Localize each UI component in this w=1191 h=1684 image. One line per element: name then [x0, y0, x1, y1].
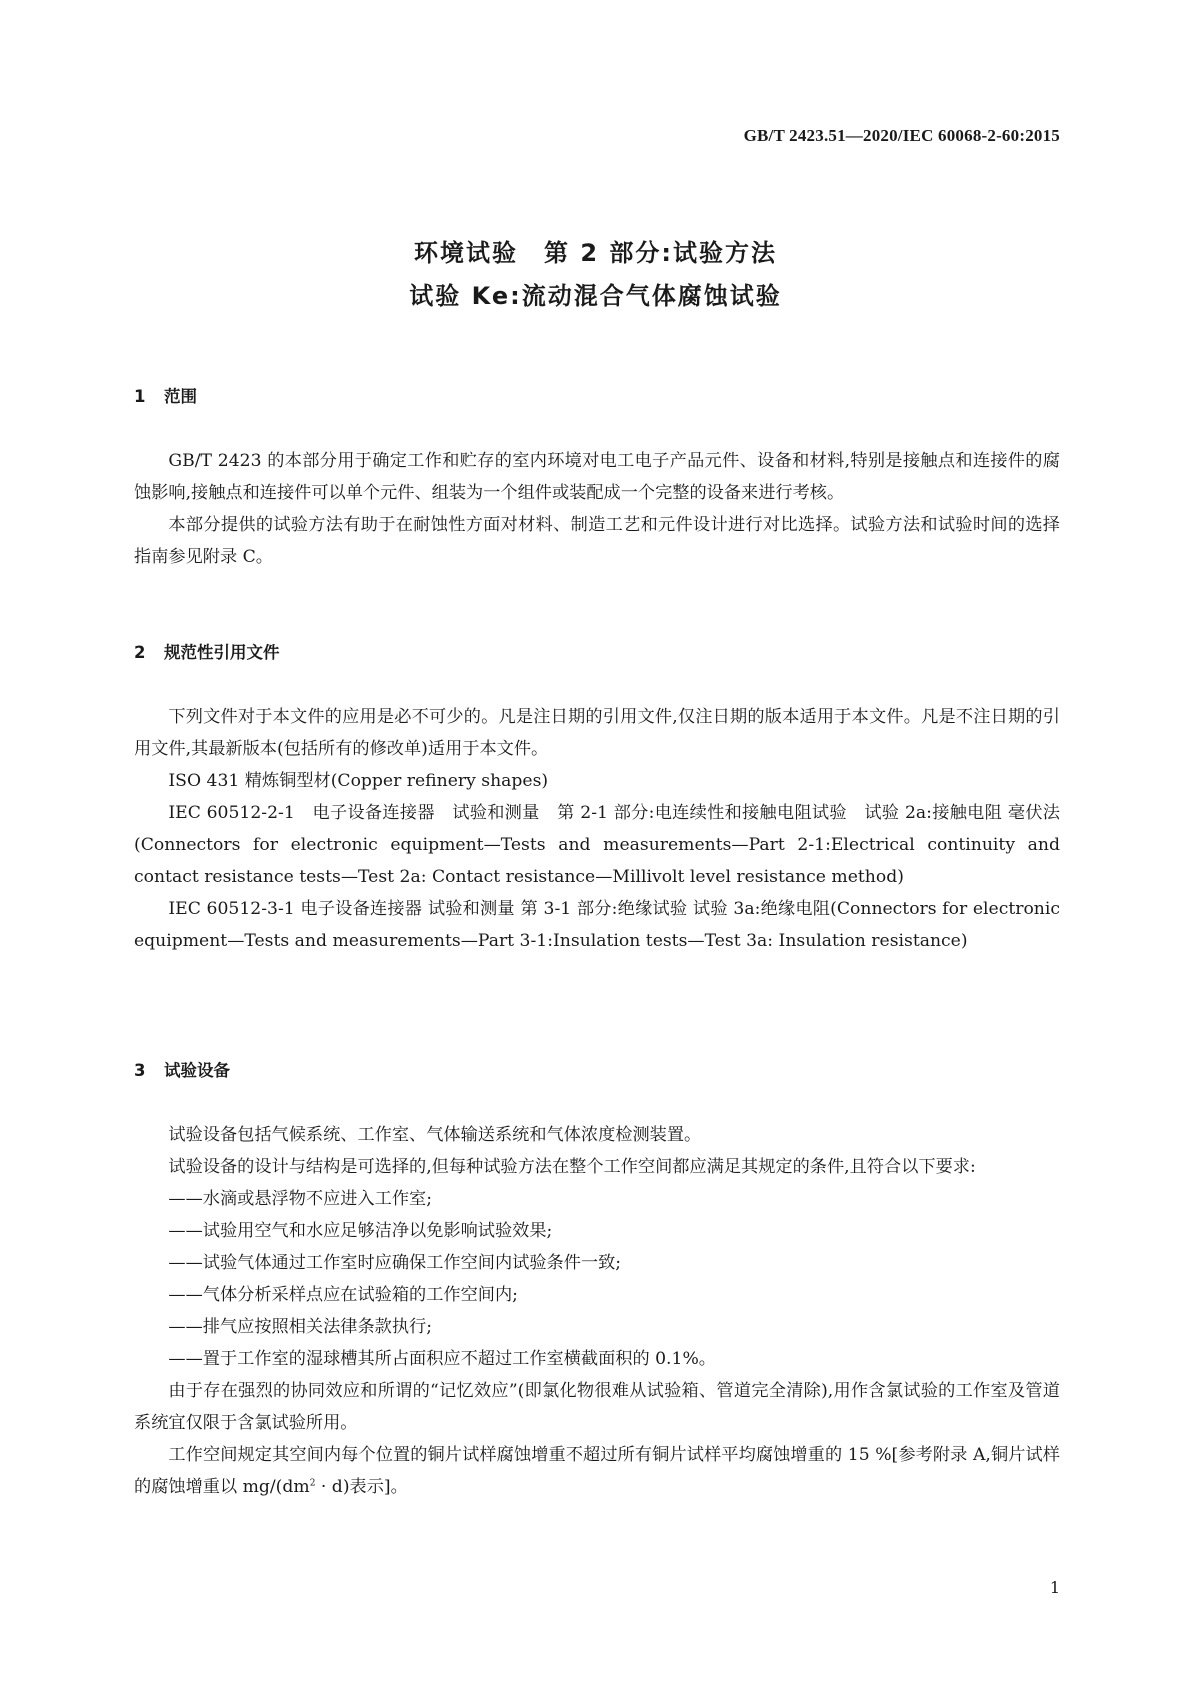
- paragraph-corrosion-uniformity: [134, 1439, 1060, 1503]
- list-item: ——试验用空气和水应足够洁净以免影响试验效果;: [168, 1221, 553, 1241]
- superscript: 2: [309, 1478, 316, 1489]
- document-title-line-2: 试验 Ke:流动混合气体腐蚀试验: [409, 282, 782, 310]
- section-3: [134, 1055, 1060, 1503]
- text: 工作空间规定其空间内每个位置的铜片试样腐蚀增重不超过所有铜片试样平均腐蚀增重的 15 %[参考附录 A,铜片试样的腐蚀增重以 mg/(dm: [134, 1445, 1060, 1497]
- section-heading: [134, 381, 1060, 413]
- list-item: ——水滴或悬浮物不应进入工作室;: [168, 1189, 432, 1209]
- paragraph: 下列文件对于本文件的应用是必不可少的。凡是注日期的引用文件,仅注日期的版本适用于本文件。凡是不注日期的引用文件,其最新版本(包括所有的修改单)适用于本文件。: [134, 707, 1060, 759]
- section-title: 范围: [164, 387, 197, 406]
- section-heading: [134, 1055, 1060, 1087]
- reference-iso-431: ISO 431 精炼铜型材(Copper refinery shapes): [168, 771, 549, 791]
- paragraph: 本部分提供的试验方法有助于在耐蚀性方面对材料、制造工艺和元件设计进行对比选择。试验方法和试验时间的选择指南参见附录 C。: [134, 515, 1060, 567]
- section-2: [134, 637, 1060, 957]
- document-title-line-1: 环境试验 第 2 部分:试验方法: [413, 239, 777, 267]
- paragraph: GB/T 2423 的本部分用于确定工作和贮存的室内环境对电工电子产品元件、设备和材料,特别是接触点和连接件的腐蚀影响,接触点和连接件可以单个元件、组装为一个组件或装配成一个完整的设备来进行考核。: [134, 451, 1060, 503]
- list-item: ——气体分析采样点应在试验箱的工作空间内;: [168, 1285, 518, 1305]
- paragraph: 试验设备包括气候系统、工作室、气体输送系统和气体浓度检测装置。: [168, 1125, 702, 1145]
- section-number: 1: [134, 387, 146, 406]
- section-heading: [134, 637, 1060, 669]
- paragraph: 由于存在强烈的协同效应和所谓的“记忆效应”(即氯化物很难从试验箱、管道完全清除),用作含氯试验的工作室及管道系统宜仅限于含氯试验所用。: [134, 1381, 1060, 1433]
- list-item: ——试验气体通过工作室时应确保工作空间内试验条件一致;: [168, 1253, 622, 1273]
- section-number: 3: [134, 1061, 146, 1080]
- list-item: ——排气应按照相关法律条款执行;: [168, 1317, 432, 1337]
- page-number: 1: [1049, 1578, 1060, 1597]
- paragraph: 试验设备的设计与结构是可选择的,但每种试验方法在整个工作空间都应满足其规定的条件,且符合以下要求:: [168, 1157, 976, 1177]
- text: · d)表示]。: [315, 1477, 408, 1497]
- list-item: ——置于工作室的湿球槽其所占面积应不超过工作室横截面积的 0.1%。: [168, 1349, 716, 1369]
- section-1: [134, 381, 1060, 573]
- reference-iec-60512-3-1: IEC 60512-3-1 电子设备连接器 试验和测量 第 3-1 部分:绝缘试验 试验 3a:绝缘电阻(Connectors for electronic equipment—Tests and measurements—Part 3-1:Insulation tests—Test 3a: Insulation resistance): [134, 899, 1060, 951]
- section-title: 规范性引用文件: [164, 643, 280, 662]
- section-title: 试验设备: [164, 1061, 230, 1080]
- reference-iec-60512-2-1: IEC 60512-2-1 电子设备连接器 试验和测量 第 2-1 部分:电连续性和接触电阻试验 试验 2a:接触电阻 毫伏法(Connectors for electronic equipment—Tests and measurements—Part 2-1:Electrical continuity and contact resistance tests—Test 2a: Contact resistance—Millivolt level resistance method): [134, 803, 1060, 887]
- standard-code-header: GB/T 2423.51—2020/IEC 60068-2-60:2015: [743, 126, 1060, 145]
- section-number: 2: [134, 643, 146, 662]
